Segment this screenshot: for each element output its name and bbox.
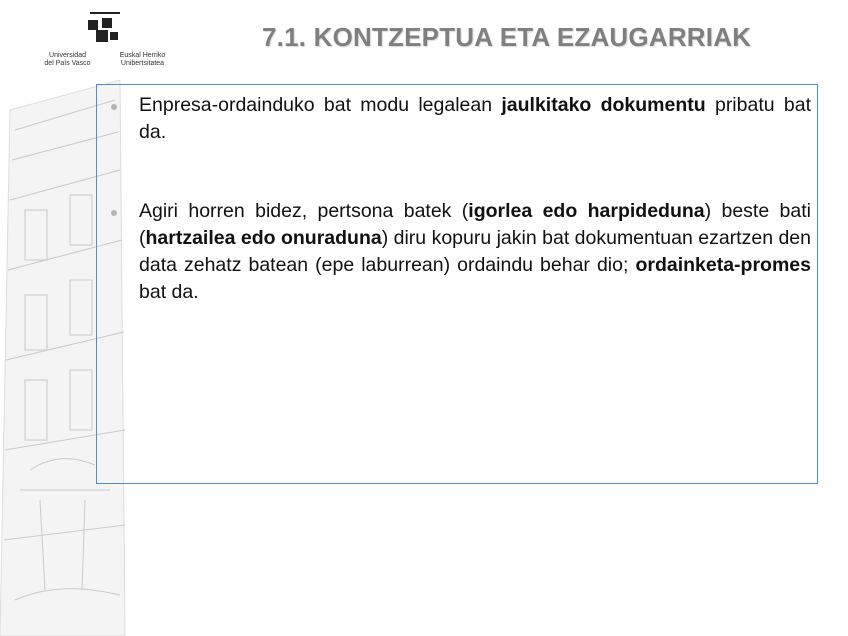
logo-caption-right-line2: Unibertsitatea — [120, 60, 165, 67]
bullet-text-1 — [139, 92, 811, 146]
logo-captions — [30, 52, 180, 68]
bullet-dot-icon — [111, 210, 117, 216]
bullet2-text-part2: ) beste bati ( — [139, 200, 811, 249]
content-box — [96, 84, 818, 484]
bullet2-text-part1: Agiri horren bidez, pertsona batek ( — [139, 200, 469, 222]
bullet-dot-icon — [111, 104, 117, 110]
slide-title: 7.1. KONTZEPTUA ETA EZAUGARRIAK — [262, 22, 752, 52]
university-logo — [30, 8, 180, 70]
logo-caption-right-line1: Euskal Herriko — [119, 52, 166, 59]
logo-caption-right — [105, 52, 180, 68]
logo-caption-left — [30, 52, 105, 68]
bullet2-text-part3: ) diru kopuru jakin bat dokumentuan ezartzen den data zehatz batean (epe laburrean) ordaindu behar dio; — [139, 227, 811, 276]
bullet-item-1 — [111, 92, 811, 146]
upv-ehu-emblem-icon — [30, 8, 180, 52]
bullet1-text-part1: Enpresa-ordainduko bat modu legalean — [139, 94, 502, 116]
bullet2-text-part4: bat da. — [139, 281, 199, 303]
bullet1-text-part2: pribatu bat da. — [139, 94, 811, 143]
bullet2-bold-term-2: hartzailea edo onuraduna — [145, 227, 382, 249]
logo-caption-left-line2: del País Vasco — [44, 60, 91, 67]
bullet-text-2 — [139, 198, 811, 306]
bullet-item-2 — [111, 198, 811, 306]
logo-caption-left-line1: Universidad — [49, 52, 86, 59]
bullet2-bold-term-1: igorlea edo harpideduna — [468, 200, 705, 222]
bullet2-bold-term-3: ordainketa-promes — [635, 254, 811, 276]
bullet1-bold-term: jaulkitako dokumentu — [501, 94, 706, 116]
